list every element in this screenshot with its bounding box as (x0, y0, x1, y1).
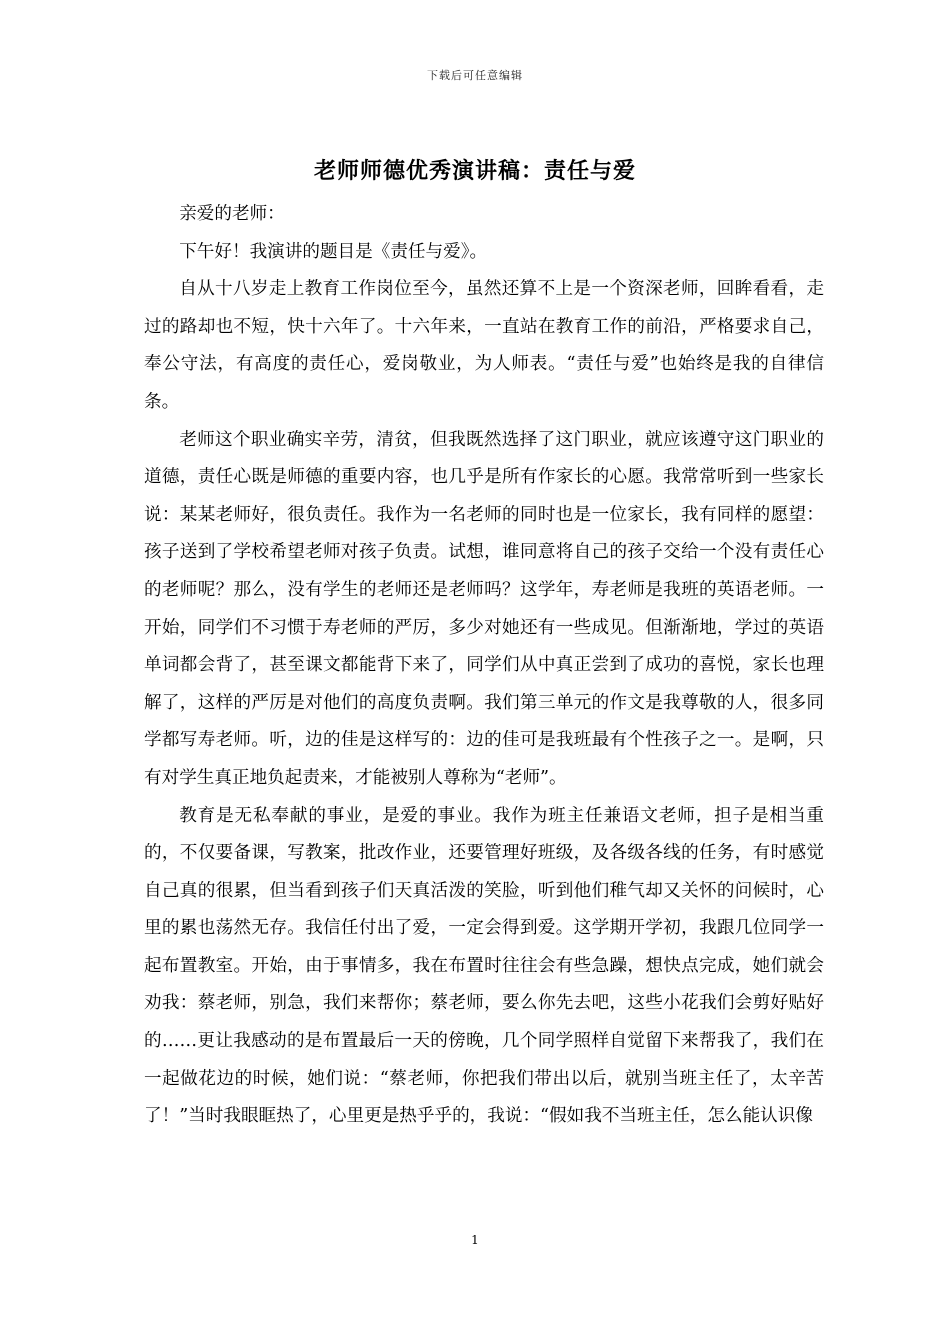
body-paragraph: 教育是无私奉献的事业，是爱的事业。我作为班主任兼语文老师，担子是相当重的，不仅要备课，写教案，批改作业，还要管理好班级，及各级各线的任务，有时感觉自己真的很累，但当看到孩子们天真活泼的笑脸，听到他们稚气却又关怀的问候时，心里的累也荡然无存。我信任付出了爱，一定会得到爱。这学期开学初，我跟几位同学一起布置教室。开始，由于事情多，我在布置时往往会有些急躁，想快点完成，她们就会劝我：蔡老师，别急，我们来帮你；蔡老师，要么你先去吧，这些小花我们会剪好贴好的……更让我感动的是布置最后一天的傍晚，几个同学照样自觉留下来帮我了，我们在一起做花边的时候，她们说：“蔡老师，你把我们带出以后，就别当班主任了，太辛苦了！”当时我眼眶热了，心里更是热乎乎的，我说：“假如我不当班主任，怎么能认识像 (144, 805, 824, 1127)
page-number: 1 (471, 1233, 479, 1247)
salutation-paragraph: 亲爱的老师： (179, 204, 285, 224)
body-paragraph: 自从十八岁走上教育工作岗位至今，虽然还算不上是一个资深老师，回眸看看，走过的路却也不短，快十六年了。十六年来，一直站在教育工作的前沿，严格要求自己，奉公守法，有高度的责任心，爱岗敬业，为人师表。“责任与爱”也始终是我的自律信条。 (144, 279, 824, 412)
body-paragraph: 老师这个职业确实辛劳，清贫，但我既然选择了这门职业，就应该遵守这门职业的道德，责任心既是师德的重要内容，也几乎是所有作家长的心愿。我常常听到一些家长说：某某老师好，很负责任。我作为一名老师的同时也是一位家长，我有同样的愿望：孩子送到了学校希望老师对孩子负责。试想，谁同意将自己的孩子交给一个没有责任心的老师呢？那么，没有学生的老师还是老师吗？这学年，寿老师是我班的英语老师。一开始，同学们不习惯于寿老师的严厉，多少对她还有一些成见。但渐渐地，学过的英语单词都会背了，甚至课文都能背下来了，同学们从中真正尝到了成功的喜悦，家长也理解了，这样的严厉是对他们的高度负责啊。我们第三单元的作文是我尊敬的人，很多同学都写寿老师。听，边的佳是这样写的：边的佳可是我班最有个性孩子之一。是啊，只有对学生真正地负起责来，才能被别人尊称为“老师”。 (144, 429, 824, 788)
document-body (144, 196, 824, 1136)
document-title: 老师师德优秀演讲稿：责任与爱 (313, 158, 636, 184)
header-note: 下载后可任意编辑 (427, 69, 523, 82)
greeting-paragraph: 下午好！我演讲的题目是《责任与爱》。 (179, 241, 488, 262)
